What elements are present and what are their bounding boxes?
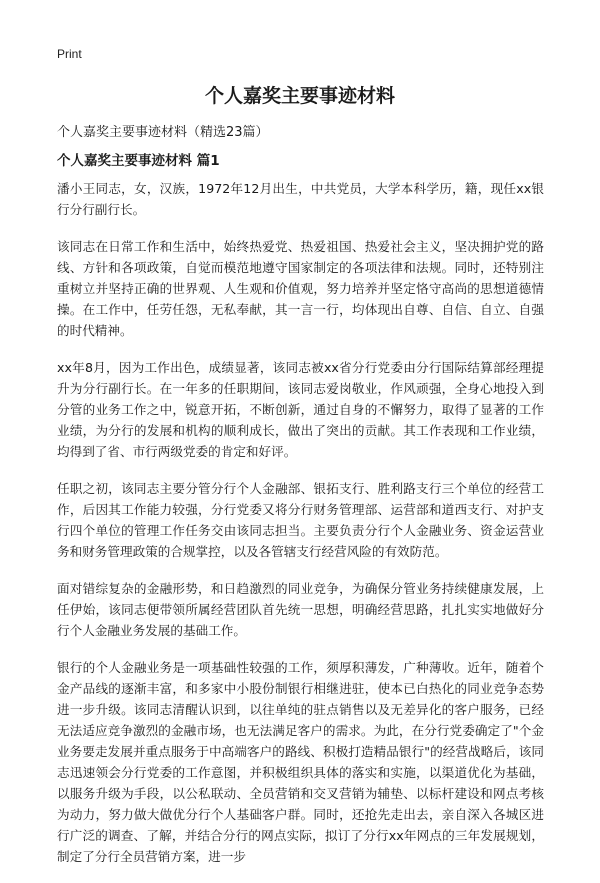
paragraph: 面对错综复杂的金融形势，和日趋激烈的同业竞争，为确保分管业务持续健康发展，上任伊始，该同志便带领所属经营团队首先统一思想，明确经营思路，扎扎实实地做好分行个人金融业务发展的基础工作。 [57, 581, 544, 638]
section-heading: 个人嘉奖主要事迹材料 篇1 [57, 153, 220, 169]
document-subtitle: 个人嘉奖主要事迹材料（精选23篇） [57, 125, 269, 140]
paragraph: 潘小王同志，女，汉族，1972年12月出生，中共党员，大学本科学历，籍，现任xx银行分行副行长。 [57, 181, 544, 217]
paragraph: xx年8月，因为工作出色，成绩显著，该同志被xx省分行党委由分行国际结算部经理提升为分行副行长。在一年多的任职期间，该同志爱岗敬业，作风顽强，全身心地投入到分管的业务工作之中，锐意开拓，不断创新，通过自身的不懈努力，取得了显著的工作业绩，为分行的发展和机构的顺利成长，做出了突出的贡献。其工作表现和工作业绩，均得到了省、市行两级党委的肯定和好评。 [57, 360, 544, 459]
document-body [57, 178, 544, 883]
paragraph: 银行的个人金融业务是一项基础性较强的工作，须厚积薄发，广种薄收。近年，随着个金产品线的逐渐丰富，和多家中小股份制银行相继进驻，使本已白热化的同业竞争态势进一步升级。该同志清醒认识到，以往单纯的驻点销售以及无差异化的客户服务，已经无法适应竞争激烈的金融市场，也无法满足客户的需求。为此，在分行党委确定了"个金业务要走发展并重点服务于中高端客户的路线、积极打造精品银行"的经营战略后，该同志迅速领会分行党委的工作意图，并积极组织具体的落实和实施，以渠道优化为基础，以服务升级为手段，以公私联动、全员营销和交叉营销为辅垫、以标杆建设和网点考核为动力，努力做大做优分行个人基础客户群。同时，还抢先走出去，亲自深入各城区进行广泛的调查、了解，并结合分行的网点实际，拟订了分行xx年网点的三年发展规划，制定了分行全员营销方案，进一步 [57, 660, 544, 864]
print-link[interactable]: Print [57, 47, 82, 61]
paragraph: 该同志在日常工作和生活中，始终热爱党、热爱祖国、热爱社会主义，坚决拥护党的路线、方针和各项政策，自觉而模范地遵守国家制定的各项法律和法规。同时，还特别注重树立并坚持正确的世界观、人生观和价值观，努力培养并坚定恪守高尚的思想道德情操。在工作中，任劳任怨，无私奉献，其一言一行，均体现出自尊、自信、自立、自强的时代精神。 [57, 239, 544, 338]
document-title: 个人嘉奖主要事迹材料 [204, 85, 395, 107]
paragraph: 任职之初，该同志主要分管分行个人金融部、银拓支行、胜利路支行三个单位的经营工作，后因其工作能力较强，分行党委又将分行财务管理部、运营部和道西支行、对护支行四个单位的管理工作任务交由该同志担当。主要负责分行个人金融业务、资金运营业务和财务管理政策的合规掌控，以及各管辖支行经营风险的有效防范。 [57, 481, 544, 559]
